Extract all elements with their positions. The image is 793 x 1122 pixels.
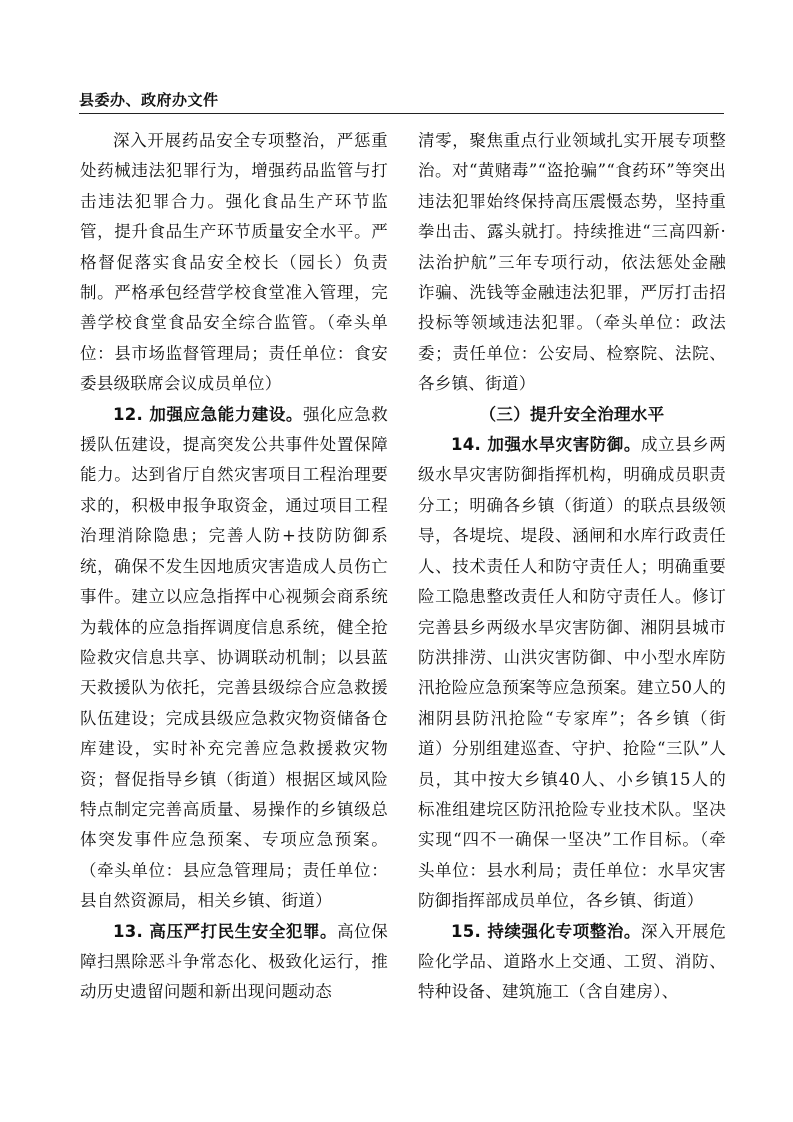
paragraph-item-13 [80,917,388,1008]
item-15-body: 深入开展危险化学品、道路水上交通、工贸、消防、特种设备、建筑施工（含自建房）、 [418,921,727,1002]
paragraph-item-15 [418,917,726,1008]
paragraph-food-drug-safety: 深入开展药品安全专项整治，严惩重处药械违法犯罪行为，增强药品监管与打击违法犯罪合力。强化食品生产环节监管，提升食品生产环节质量安全水平。严格督促落实食品安全校长（园长）负责制。严格承包经营学校食堂准入管理，完善学校食堂食品安全综合监管。（牵头单位：县市场监督管理局；责任单位：食安委县级联席会议成员单位） [80,131,388,394]
item-13-heading: 13. 高压严打民生安全犯罪。 [113,921,338,941]
paragraph-item-14 [418,430,726,917]
right-column [418,126,726,1008]
paragraph-crime-crackdown-continued: 清零，聚焦重点行业领域扎实开展专项整治。对“黄赌毒”“盗抢骗”“食药环”等突出违法犯罪始终保持高压震慑态势，坚持重拳出击、露头就打。持续推进“三高四新·法治护航”三年专项行动，依法惩处金融诈骗、洗钱等金融违法犯罪，严厉打击招投标等领域违法犯罪。（牵头单位：政法委；责任单位：公安局、检察院、法院、各乡镇、街道） [418,131,726,394]
document-header: 县委办、政府办文件 [79,91,219,109]
left-column [80,126,388,1008]
item-12-heading: 12. 加强应急能力建设。 [113,404,303,424]
header-rule [79,113,724,114]
item-14-heading: 14. 加强水旱灾害防御。 [451,435,641,455]
item-15-heading: 15. 持续强化专项整治。 [451,921,641,941]
item-12-body: 强化应急救援队伍建设，提高突发公共事件处置保障能力。达到省厅自然灾害项目工程治理要求的，积极申报争取资金，通过项目工程治理消除隐患；完善人防+技防防御系统，确保不发生因地质灾害造成人员伤亡事件。建立以应急指挥中心视频会商系统为载体的应急指挥调度信息系统，健全抢险救灾信息共享、协调联动机制；以县蓝天救援队为依托，完善县级综合应急救援队伍建设；完成县级应急救灾物资储备仓库建设，实时补充完善应急救援救灾物资；督促指导乡镇（街道）根据区域风险特点制定完善高质量、易操作的乡镇级总体突发事件应急预案、专项应急预案。（牵头单位：县应急管理局；责任单位：县自然资源局，相关乡镇、街道） [80,404,389,911]
paragraph-item-12 [80,400,388,917]
item-13-body: 高位保障扫黑除恶斗争常态化、极致化运行，推动历史遗留问题和新出现问题动态 [80,921,388,1002]
section-title: （三）提升安全治理水平 [479,404,665,424]
item-14-body: 成立县乡两级水旱灾害防御指挥机构，明确成员职责分工；明确各乡镇（街道）的联点县级领导，各堤垸、堤段、涵闸和水库行政责任人、技术责任人和防守责任人；明确重要险工隐患整改责任人和防守责任人。修订完善县乡两级水旱灾害防御、湘阴县城市防洪排涝、山洪灾害防御、中小型水库防汛抢险应急预案等应急预案。建立50人的湘阴县防汛抢险“专家库”；各乡镇（街道）分别组建巡查、守护、抢险“三队”人员，其中按大乡镇40人、小乡镇15人的标准组建垸区防汛抢险专业技术队。坚决实现“四不一确保一坚决”工作目标。（牵头单位：县水利局；责任单位：水旱灾害防御指挥部成员单位，各乡镇、街道） [418,435,727,911]
